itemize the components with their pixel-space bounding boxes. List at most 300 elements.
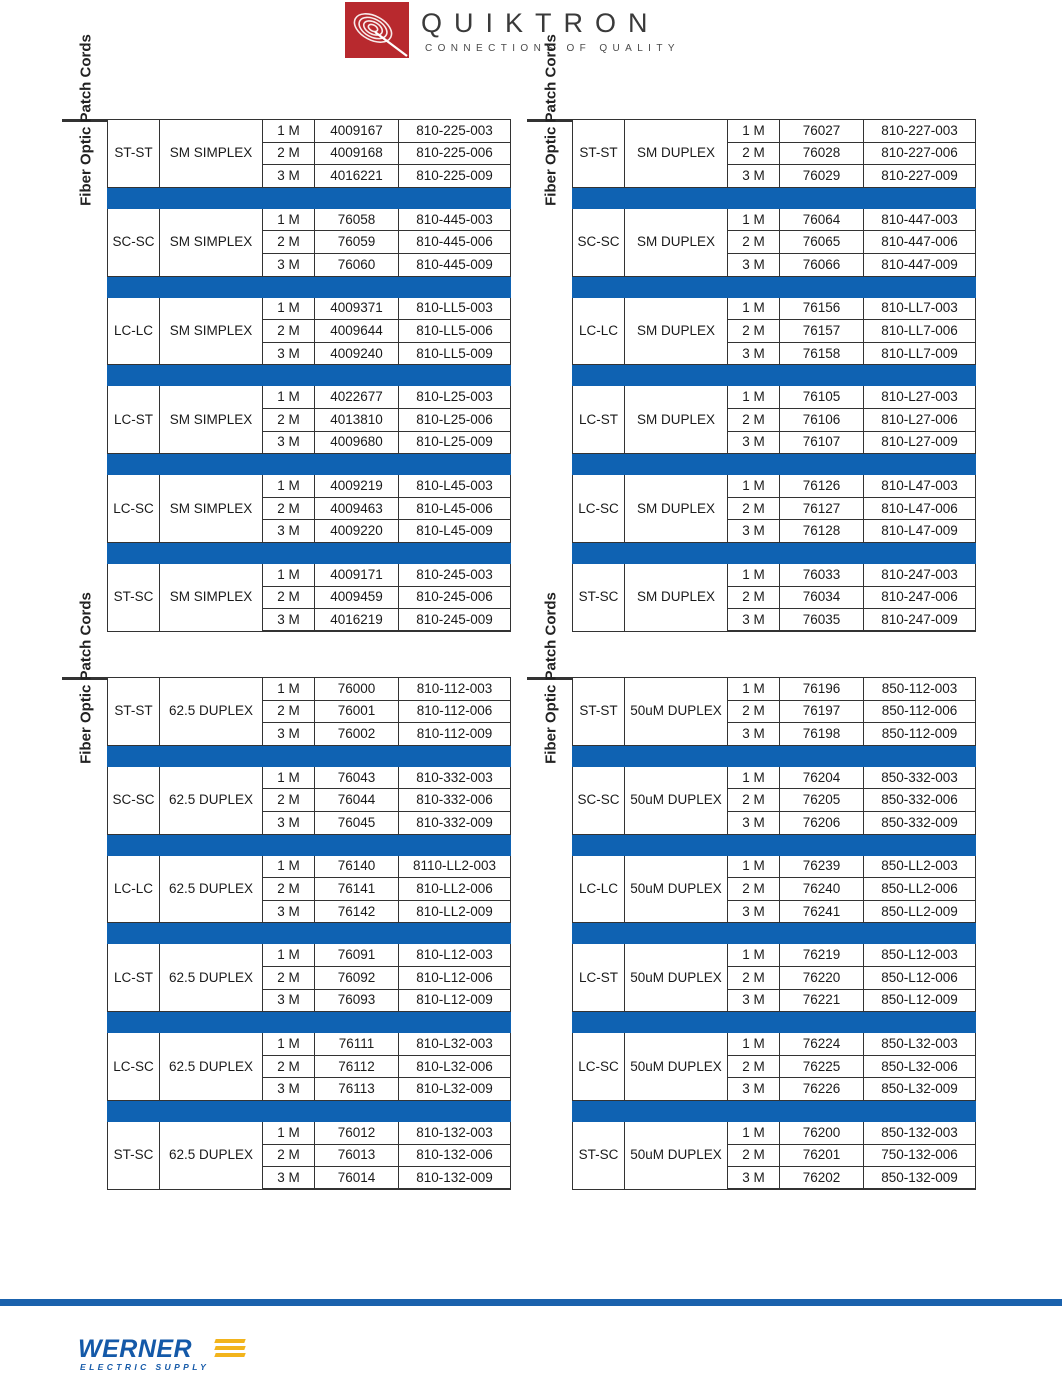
table-row <box>108 1033 511 1056</box>
part-number-cell: 8110-LL2-003 <box>399 855 511 878</box>
part-number-cell: 850-332-006 <box>864 789 976 812</box>
panel-label-text: Fiber Optic Patch Cords <box>542 592 559 764</box>
section-divider <box>573 454 976 475</box>
divider-band <box>108 542 511 563</box>
werner-subtitle: ELECTRIC SUPPLY <box>80 1362 210 1372</box>
divider-band <box>108 365 511 386</box>
item-number-cell: 76092 <box>315 966 399 989</box>
length-cell: 2 M <box>263 231 315 254</box>
length-cell: 1 M <box>728 944 780 967</box>
length-cell: 2 M <box>263 1055 315 1078</box>
fiber-type-cell: 50uM DUPLEX <box>625 766 728 834</box>
item-number-cell: 76043 <box>315 766 399 789</box>
part-number-cell: 810-LL5-003 <box>399 297 511 320</box>
length-cell: 3 M <box>728 1167 780 1190</box>
part-number-cell: 810-332-006 <box>399 789 511 812</box>
part-number-cell: 810-L47-006 <box>864 497 976 520</box>
length-cell: 1 M <box>728 386 780 409</box>
fiber-type-cell: 50uM DUPLEX <box>625 678 728 746</box>
section-divider <box>573 1012 976 1033</box>
fiber-type-cell: 50uM DUPLEX <box>625 855 728 923</box>
length-cell: 2 M <box>728 789 780 812</box>
part-number-cell: 850-L12-006 <box>864 966 976 989</box>
part-number-cell: 810-447-006 <box>864 231 976 254</box>
item-number-cell: 76064 <box>780 208 864 231</box>
part-number-cell: 850-132-003 <box>864 1121 976 1144</box>
fiber-type-cell: SM SIMPLEX <box>160 297 263 365</box>
section-divider <box>573 365 976 386</box>
section-divider <box>108 542 511 563</box>
length-cell: 3 M <box>728 811 780 834</box>
connector-cell: LC-ST <box>573 944 625 1012</box>
connector-cell: SC-SC <box>573 208 625 276</box>
table-row <box>573 678 976 701</box>
item-number-cell: 76027 <box>780 120 864 143</box>
part-number-cell: 810-LL2-009 <box>399 900 511 923</box>
length-cell: 2 M <box>263 320 315 343</box>
item-number-cell: 76059 <box>315 231 399 254</box>
length-cell: 1 M <box>263 1121 315 1144</box>
part-number-cell: 810-LL5-006 <box>399 320 511 343</box>
connector-cell: LC-LC <box>108 297 160 365</box>
item-number-cell: 4009171 <box>315 563 399 586</box>
part-number-cell: 810-L12-009 <box>399 989 511 1012</box>
fiber-type-cell: 62.5 DUPLEX <box>160 678 263 746</box>
item-number-cell: 76034 <box>780 586 864 609</box>
length-cell: 3 M <box>263 811 315 834</box>
connector-cell: ST-SC <box>108 563 160 631</box>
item-number-cell: 76033 <box>780 563 864 586</box>
length-cell: 1 M <box>728 1121 780 1144</box>
item-number-cell: 76202 <box>780 1167 864 1190</box>
length-cell: 2 M <box>263 966 315 989</box>
length-cell: 1 M <box>263 944 315 967</box>
item-number-cell: 76111 <box>315 1033 399 1056</box>
item-number-cell: 76106 <box>780 408 864 431</box>
length-cell: 1 M <box>728 120 780 143</box>
table-row <box>573 855 976 878</box>
connector-cell: LC-SC <box>573 1033 625 1101</box>
table-row <box>108 120 511 143</box>
length-cell: 3 M <box>263 1078 315 1101</box>
patch-cord-table <box>107 677 511 1190</box>
footer-bar <box>0 1299 1062 1306</box>
length-cell: 1 M <box>728 475 780 498</box>
part-number-cell: 810-L32-003 <box>399 1033 511 1056</box>
item-number-cell: 76197 <box>780 700 864 723</box>
section-divider <box>108 187 511 208</box>
part-number-cell: 810-L27-003 <box>864 386 976 409</box>
table-row <box>108 563 511 586</box>
quiktron-logo <box>345 2 725 58</box>
length-cell: 1 M <box>728 766 780 789</box>
divider-band <box>108 1012 511 1033</box>
item-number-cell: 76156 <box>780 297 864 320</box>
length-cell: 2 M <box>728 408 780 431</box>
part-number-cell: 810-L47-009 <box>864 520 976 543</box>
part-number-cell: 850-332-009 <box>864 811 976 834</box>
length-cell: 2 M <box>263 700 315 723</box>
item-number-cell: 76112 <box>315 1055 399 1078</box>
item-number-cell: 76045 <box>315 811 399 834</box>
length-cell: 3 M <box>263 609 315 632</box>
table-row <box>573 297 976 320</box>
table-row <box>573 1033 976 1056</box>
fiber-type-cell: SM DUPLEX <box>625 386 728 454</box>
divider-band <box>108 834 511 855</box>
part-number-cell: 810-245-006 <box>399 586 511 609</box>
connector-cell: LC-SC <box>108 1033 160 1101</box>
connector-cell: ST-ST <box>108 678 160 746</box>
part-number-cell: 810-227-009 <box>864 165 976 188</box>
section-divider <box>108 365 511 386</box>
length-cell: 3 M <box>728 520 780 543</box>
item-number-cell: 4016219 <box>315 609 399 632</box>
table-row <box>108 208 511 231</box>
length-cell: 2 M <box>263 408 315 431</box>
length-cell: 2 M <box>263 878 315 901</box>
item-number-cell: 76044 <box>315 789 399 812</box>
part-number-cell: 810-132-009 <box>399 1167 511 1190</box>
fiber-type-cell: 62.5 DUPLEX <box>160 855 263 923</box>
connector-cell: LC-LC <box>108 855 160 923</box>
item-number-cell: 76196 <box>780 678 864 701</box>
item-number-cell: 4022677 <box>315 386 399 409</box>
item-number-cell: 4009219 <box>315 475 399 498</box>
part-number-cell: 810-112-003 <box>399 678 511 701</box>
part-number-cell: 810-245-003 <box>399 563 511 586</box>
part-number-cell: 810-L25-009 <box>399 431 511 454</box>
panel-side-label <box>62 592 107 764</box>
connector-cell: LC-ST <box>573 386 625 454</box>
item-number-cell: 76091 <box>315 944 399 967</box>
table-row <box>573 475 976 498</box>
connector-cell: LC-LC <box>573 297 625 365</box>
section-divider <box>573 745 976 766</box>
table-row <box>573 386 976 409</box>
divider-band <box>108 454 511 475</box>
fiber-type-cell: SM DUPLEX <box>625 563 728 631</box>
section-divider <box>573 276 976 297</box>
length-cell: 1 M <box>728 208 780 231</box>
part-number-cell: 810-L47-003 <box>864 475 976 498</box>
fiber-type-cell: SM DUPLEX <box>625 120 728 188</box>
table-row <box>573 944 976 967</box>
item-number-cell: 76013 <box>315 1144 399 1167</box>
section-divider <box>573 187 976 208</box>
werner-stripes-icon <box>215 1339 245 1357</box>
divider-band <box>573 745 976 766</box>
connector-cell: ST-SC <box>573 1121 625 1189</box>
table-row <box>108 386 511 409</box>
part-number-cell: 810-L25-006 <box>399 408 511 431</box>
item-number-cell: 76239 <box>780 855 864 878</box>
part-number-cell: 850-112-003 <box>864 678 976 701</box>
section-divider <box>573 923 976 944</box>
fiber-type-cell: 62.5 DUPLEX <box>160 1033 263 1101</box>
item-number-cell: 76204 <box>780 766 864 789</box>
connector-cell: ST-ST <box>573 120 625 188</box>
divider-band <box>108 923 511 944</box>
connector-cell: LC-SC <box>108 475 160 543</box>
part-number-cell: 850-L32-006 <box>864 1055 976 1078</box>
length-cell: 2 M <box>728 142 780 165</box>
length-cell: 2 M <box>263 586 315 609</box>
section-divider <box>573 542 976 563</box>
table-row <box>108 855 511 878</box>
part-number-cell: 810-LL7-003 <box>864 297 976 320</box>
werner-logo <box>78 1335 253 1373</box>
fiber-type-cell: 62.5 DUPLEX <box>160 1121 263 1189</box>
part-number-cell: 810-445-003 <box>399 208 511 231</box>
length-cell: 3 M <box>263 165 315 188</box>
item-number-cell: 76093 <box>315 989 399 1012</box>
divider-band <box>108 187 511 208</box>
patch-cord-table <box>107 119 511 632</box>
item-number-cell: 4009220 <box>315 520 399 543</box>
part-number-cell: 810-112-006 <box>399 700 511 723</box>
item-number-cell: 76157 <box>780 320 864 343</box>
part-number-cell: 810-L27-009 <box>864 431 976 454</box>
length-cell: 3 M <box>728 900 780 923</box>
length-cell: 1 M <box>263 208 315 231</box>
length-cell: 1 M <box>263 120 315 143</box>
length-cell: 1 M <box>728 297 780 320</box>
divider-band <box>573 834 976 855</box>
length-cell: 3 M <box>728 342 780 365</box>
table-row <box>108 766 511 789</box>
length-cell: 1 M <box>263 386 315 409</box>
item-number-cell: 76158 <box>780 342 864 365</box>
part-number-cell: 810-447-003 <box>864 208 976 231</box>
item-number-cell: 76205 <box>780 789 864 812</box>
divider-band <box>108 276 511 297</box>
item-number-cell: 76126 <box>780 475 864 498</box>
part-number-cell: 810-447-009 <box>864 253 976 276</box>
item-number-cell: 76060 <box>315 253 399 276</box>
part-number-cell: 810-332-009 <box>399 811 511 834</box>
quiktron-wordmark: QUIKTRON <box>421 8 660 38</box>
item-number-cell: 76201 <box>780 1144 864 1167</box>
divider-band <box>573 365 976 386</box>
length-cell: 3 M <box>263 520 315 543</box>
connector-cell: SC-SC <box>573 766 625 834</box>
item-number-cell: 76001 <box>315 700 399 723</box>
item-number-cell: 76002 <box>315 723 399 746</box>
length-cell: 2 M <box>263 1144 315 1167</box>
part-number-cell: 810-LL2-006 <box>399 878 511 901</box>
item-number-cell: 4009459 <box>315 586 399 609</box>
fiber-type-cell: SM SIMPLEX <box>160 386 263 454</box>
part-number-cell: 810-132-003 <box>399 1121 511 1144</box>
length-cell: 1 M <box>263 475 315 498</box>
part-number-cell: 850-132-009 <box>864 1167 976 1190</box>
section-divider <box>108 745 511 766</box>
divider-band <box>573 1012 976 1033</box>
item-number-cell: 76105 <box>780 386 864 409</box>
length-cell: 1 M <box>263 855 315 878</box>
length-cell: 3 M <box>728 723 780 746</box>
item-number-cell: 76220 <box>780 966 864 989</box>
part-number-cell: 810-112-009 <box>399 723 511 746</box>
part-number-cell: 850-LL2-003 <box>864 855 976 878</box>
length-cell: 3 M <box>728 253 780 276</box>
part-number-cell: 810-227-003 <box>864 120 976 143</box>
connector-cell: ST-ST <box>108 120 160 188</box>
divider-band <box>108 1100 511 1121</box>
item-number-cell: 76058 <box>315 208 399 231</box>
part-number-cell: 810-445-006 <box>399 231 511 254</box>
fiber-type-cell: SM DUPLEX <box>625 475 728 543</box>
connector-cell: SC-SC <box>108 766 160 834</box>
length-cell: 2 M <box>728 1055 780 1078</box>
part-number-cell: 810-132-006 <box>399 1144 511 1167</box>
divider-band <box>573 276 976 297</box>
length-cell: 1 M <box>728 563 780 586</box>
length-cell: 3 M <box>263 431 315 454</box>
part-number-cell: 810-LL7-009 <box>864 342 976 365</box>
item-number-cell: 76065 <box>780 231 864 254</box>
fiber-type-cell: SM DUPLEX <box>625 297 728 365</box>
patch-cord-table <box>572 677 976 1190</box>
fiber-type-cell: 50uM DUPLEX <box>625 1121 728 1189</box>
part-number-cell: 810-225-006 <box>399 142 511 165</box>
section-divider <box>573 834 976 855</box>
panel-label-text: Fiber Optic Patch Cords <box>77 592 94 764</box>
part-number-cell: 850-L32-009 <box>864 1078 976 1101</box>
item-number-cell: 76128 <box>780 520 864 543</box>
length-cell: 1 M <box>263 678 315 701</box>
length-cell: 2 M <box>728 700 780 723</box>
item-number-cell: 76028 <box>780 142 864 165</box>
item-number-cell: 4009167 <box>315 120 399 143</box>
connector-cell: LC-ST <box>108 944 160 1012</box>
part-number-cell: 810-247-009 <box>864 609 976 632</box>
length-cell: 1 M <box>263 563 315 586</box>
item-number-cell: 76226 <box>780 1078 864 1101</box>
length-cell: 1 M <box>263 297 315 320</box>
connector-cell: ST-SC <box>573 563 625 631</box>
length-cell: 2 M <box>728 231 780 254</box>
connector-cell: LC-LC <box>573 855 625 923</box>
part-number-cell: 810-L32-009 <box>399 1078 511 1101</box>
fiber-type-cell: SM SIMPLEX <box>160 208 263 276</box>
part-number-cell: 810-L45-003 <box>399 475 511 498</box>
table-row <box>573 120 976 143</box>
length-cell: 2 M <box>728 586 780 609</box>
part-number-cell: 850-112-009 <box>864 723 976 746</box>
part-number-cell: 750-132-006 <box>864 1144 976 1167</box>
part-number-cell: 850-L32-003 <box>864 1033 976 1056</box>
length-cell: 2 M <box>728 320 780 343</box>
table-row <box>573 208 976 231</box>
length-cell: 3 M <box>263 1167 315 1190</box>
item-number-cell: 76221 <box>780 989 864 1012</box>
item-number-cell: 4016221 <box>315 165 399 188</box>
item-number-cell: 76241 <box>780 900 864 923</box>
part-number-cell: 810-LL7-006 <box>864 320 976 343</box>
fiber-type-cell: 50uM DUPLEX <box>625 1033 728 1101</box>
divider-band <box>573 454 976 475</box>
part-number-cell: 810-L12-006 <box>399 966 511 989</box>
item-number-cell: 76000 <box>315 678 399 701</box>
panel-label-text: Fiber Optic Patch Cords <box>77 34 94 206</box>
item-number-cell: 4009680 <box>315 431 399 454</box>
length-cell: 3 M <box>728 609 780 632</box>
item-number-cell: 76142 <box>315 900 399 923</box>
length-cell: 3 M <box>263 253 315 276</box>
item-number-cell: 76198 <box>780 723 864 746</box>
connector-cell: ST-ST <box>573 678 625 746</box>
length-cell: 1 M <box>728 855 780 878</box>
length-cell: 3 M <box>263 989 315 1012</box>
length-cell: 3 M <box>263 900 315 923</box>
item-number-cell: 76035 <box>780 609 864 632</box>
table-row <box>573 563 976 586</box>
length-cell: 1 M <box>728 1033 780 1056</box>
panel-side-label <box>527 592 572 764</box>
table-row <box>108 944 511 967</box>
table-row <box>108 297 511 320</box>
item-number-cell: 4009644 <box>315 320 399 343</box>
quiktron-emblem-icon <box>345 2 409 58</box>
connector-cell: LC-SC <box>573 475 625 543</box>
panel-side-label <box>527 34 572 206</box>
length-cell: 1 M <box>263 766 315 789</box>
divider-band <box>573 542 976 563</box>
item-number-cell: 76029 <box>780 165 864 188</box>
fiber-type-cell: SM SIMPLEX <box>160 120 263 188</box>
connector-cell: SC-SC <box>108 208 160 276</box>
part-number-cell: 810-L45-006 <box>399 497 511 520</box>
part-number-cell: 810-L25-003 <box>399 386 511 409</box>
length-cell: 1 M <box>263 1033 315 1056</box>
patch-cord-table <box>572 119 976 632</box>
fiber-type-cell: 50uM DUPLEX <box>625 944 728 1012</box>
part-number-cell: 810-227-006 <box>864 142 976 165</box>
length-cell: 2 M <box>263 142 315 165</box>
part-number-cell: 810-L45-009 <box>399 520 511 543</box>
item-number-cell: 4009371 <box>315 297 399 320</box>
divider-band <box>573 1100 976 1121</box>
part-number-cell: 810-L32-006 <box>399 1055 511 1078</box>
part-number-cell: 810-445-009 <box>399 253 511 276</box>
werner-wordmark: WERNER <box>78 1335 193 1363</box>
item-number-cell: 4009463 <box>315 497 399 520</box>
item-number-cell: 4009168 <box>315 142 399 165</box>
item-number-cell: 76224 <box>780 1033 864 1056</box>
length-cell: 2 M <box>728 1144 780 1167</box>
length-cell: 3 M <box>728 165 780 188</box>
part-number-cell: 810-L12-003 <box>399 944 511 967</box>
item-number-cell: 76240 <box>780 878 864 901</box>
section-divider <box>108 276 511 297</box>
section-divider <box>108 454 511 475</box>
item-number-cell: 76219 <box>780 944 864 967</box>
item-number-cell: 76140 <box>315 855 399 878</box>
divider-band <box>108 745 511 766</box>
panel-side-label <box>62 34 107 206</box>
table-row <box>108 475 511 498</box>
length-cell: 2 M <box>728 966 780 989</box>
item-number-cell: 4009240 <box>315 342 399 365</box>
part-number-cell: 810-245-009 <box>399 609 511 632</box>
fiber-type-cell: SM SIMPLEX <box>160 475 263 543</box>
item-number-cell: 76066 <box>780 253 864 276</box>
length-cell: 2 M <box>728 878 780 901</box>
quiktron-tagline: CONNECTIONS OF QUALITY <box>425 43 680 54</box>
section-divider <box>573 1100 976 1121</box>
